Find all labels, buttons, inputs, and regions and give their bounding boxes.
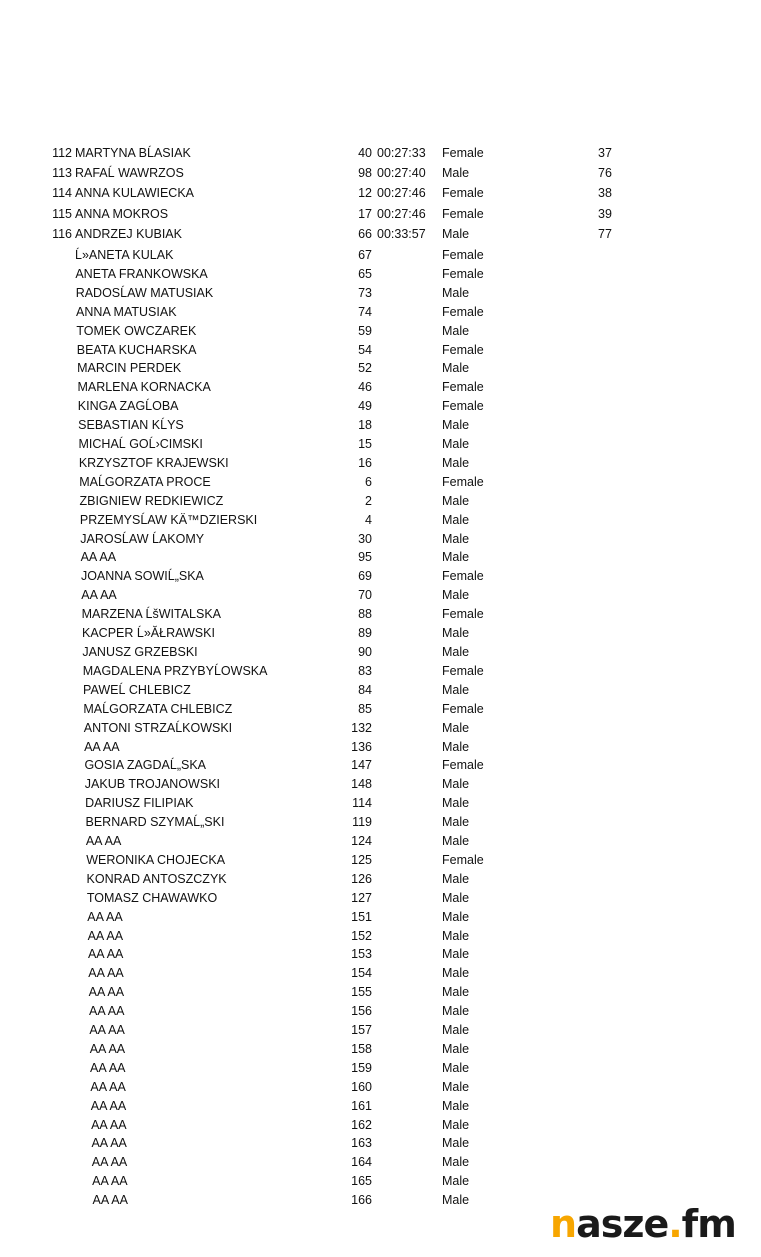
runner-name: AA AA — [90, 1079, 126, 1094]
category-place: 77 — [598, 226, 612, 241]
runner-name: AA AA — [89, 1023, 125, 1037]
finish-time: 00:27:33 — [377, 146, 426, 160]
result-row — [0, 264, 761, 284]
runner-name: AA AA — [87, 909, 123, 924]
runner-name: TOMASZ CHAWAWKO — [86, 890, 218, 905]
runner-name: JAROSĹAW ĹAKOMY — [80, 531, 205, 546]
result-row — [0, 869, 761, 889]
result-row — [0, 982, 761, 1002]
gender: Male — [442, 1117, 470, 1132]
result-row — [0, 547, 761, 567]
bib-number: 114 — [352, 796, 372, 811]
bib-number: 66 — [358, 226, 372, 241]
result-row — [0, 642, 761, 662]
bib-number: 162 — [351, 1117, 372, 1132]
bib-number: 148 — [351, 777, 372, 792]
result-row — [0, 566, 761, 586]
bib-number: 84 — [358, 682, 372, 697]
bib-number: 95 — [358, 550, 372, 565]
gender: Male — [442, 588, 470, 603]
gender: Male — [442, 720, 470, 735]
gender: Male — [442, 777, 470, 792]
bib-number: 30 — [358, 531, 372, 546]
gender: Female — [442, 248, 484, 262]
result-row — [0, 718, 761, 738]
place-number: 113 — [52, 166, 72, 181]
gender: Male — [442, 1023, 470, 1037]
runner-name: MARCIN PERDEK — [77, 361, 182, 376]
bib-number: 59 — [358, 323, 372, 338]
bib-number: 158 — [351, 1041, 372, 1056]
result-row — [0, 1077, 761, 1097]
runner-name: AA AA — [89, 1041, 126, 1056]
bib-number: 83 — [358, 663, 372, 678]
runner-name: AA AA — [90, 1098, 127, 1113]
bib-number: 155 — [351, 985, 372, 1000]
bib-number: 164 — [351, 1155, 372, 1170]
bib-number: 119 — [352, 815, 372, 830]
result-row — [0, 143, 761, 163]
runner-name: AA AA — [92, 1174, 128, 1189]
bib-number: 156 — [351, 1004, 372, 1019]
gender: Male — [442, 1174, 470, 1189]
bib-number: 153 — [351, 947, 372, 962]
result-row — [0, 907, 761, 927]
gender: Male — [442, 418, 470, 433]
bib-number: 147 — [351, 758, 372, 773]
gender: Female — [442, 342, 484, 357]
result-row — [0, 340, 761, 360]
bib-number: 88 — [358, 607, 372, 622]
gender: Male — [442, 947, 470, 962]
bib-number: 12 — [358, 186, 372, 201]
finish-time: 00:27:46 — [377, 186, 426, 201]
logo-word: asze — [576, 1202, 669, 1246]
runner-name: JANUSZ GRZEBSKI — [82, 644, 198, 659]
gender: Male — [442, 166, 470, 181]
gender: Male — [442, 437, 470, 451]
bib-number: 161 — [351, 1098, 372, 1113]
result-row — [0, 926, 761, 946]
runner-name: AA AA — [85, 834, 122, 848]
result-row — [0, 453, 761, 473]
result-row — [0, 963, 761, 983]
gender: Female — [442, 607, 484, 622]
runner-name: ANETA FRANKOWSKA — [75, 266, 208, 281]
bib-number: 89 — [358, 626, 372, 640]
gender: Male — [442, 928, 470, 943]
result-row — [0, 415, 761, 435]
result-row — [0, 774, 761, 794]
runner-name: AA AA — [81, 588, 117, 603]
category-place: 39 — [598, 206, 612, 221]
runner-name: AA AA — [88, 966, 124, 981]
runner-name: JOANNA SOWIĹ„SKA — [80, 569, 204, 584]
place-number: 114 — [52, 186, 72, 201]
bib-number: 15 — [358, 437, 372, 451]
runner-name: JAKUB TROJANOWSKI — [84, 777, 221, 792]
gender: Male — [442, 285, 470, 300]
runner-name: BEATA KUCHARSKA — [76, 342, 197, 357]
bib-number: 165 — [351, 1174, 372, 1189]
gender: Male — [442, 985, 470, 1000]
gender: Male — [442, 644, 470, 659]
result-row — [0, 224, 761, 244]
runner-name: SEBASTIAN KĹYS — [78, 418, 184, 433]
runner-name: TOMEK OWCZAREK — [76, 323, 197, 338]
bib-number: 73 — [358, 285, 372, 300]
bib-number: 136 — [351, 739, 372, 754]
gender: Female — [442, 186, 484, 201]
logo-dot: . — [668, 1202, 682, 1246]
bib-number: 4 — [365, 512, 372, 527]
gender: Male — [442, 1136, 470, 1151]
result-row — [0, 358, 761, 378]
result-row — [0, 1001, 761, 1021]
runner-name: ANNA MOKROS — [75, 206, 169, 221]
result-row — [0, 680, 761, 700]
result-row — [0, 1115, 761, 1135]
result-row — [0, 163, 761, 183]
result-row — [0, 1096, 761, 1116]
result-row — [0, 510, 761, 530]
result-row — [0, 183, 761, 203]
result-row — [0, 737, 761, 757]
runner-name: KACPER Ĺ»ĂŁRAWSKI — [82, 626, 215, 640]
result-row — [0, 699, 761, 719]
result-row — [0, 529, 761, 549]
result-row — [0, 850, 761, 870]
runner-name: MICHAĹ GOĹ›CIMSKI — [78, 437, 203, 451]
bib-number: 65 — [358, 266, 372, 281]
runner-name: ZBIGNIEW REDKIEWICZ — [79, 493, 224, 508]
result-row — [0, 302, 761, 322]
runner-name: ANDRZEJ KUBIAK — [75, 226, 182, 241]
runner-name: AA AA — [87, 928, 124, 943]
gender: Female — [442, 266, 484, 281]
bib-number: 151 — [351, 909, 372, 924]
gender: Male — [442, 1193, 470, 1208]
bib-number: 49 — [358, 399, 372, 414]
logo-suffix: fm — [681, 1202, 736, 1246]
gender: Female — [442, 206, 484, 221]
result-row — [0, 434, 761, 454]
result-row — [0, 204, 761, 224]
gender: Female — [442, 852, 484, 867]
runner-name: AA AA — [89, 1004, 125, 1019]
runner-name: MAĹGORZATA PROCE — [79, 474, 211, 489]
result-row — [0, 944, 761, 964]
gender: Male — [442, 550, 470, 565]
bib-number: 157 — [351, 1023, 372, 1037]
finish-time: 00:27:40 — [377, 166, 426, 181]
gender: Female — [442, 701, 484, 716]
result-row — [0, 661, 761, 681]
bib-number: 125 — [351, 852, 372, 867]
result-row — [0, 1020, 761, 1040]
bib-number: 166 — [351, 1193, 372, 1208]
bib-number: 6 — [365, 474, 372, 489]
gender: Female — [442, 474, 484, 489]
result-row — [0, 321, 761, 341]
runner-name: ANNA MATUSIAK — [76, 304, 177, 319]
runner-name: WERONIKA CHOJECKA — [86, 852, 226, 867]
bib-number: 163 — [351, 1136, 372, 1151]
gender: Male — [442, 493, 470, 508]
bib-number: 124 — [351, 834, 372, 848]
result-row — [0, 755, 761, 775]
gender: Female — [442, 569, 484, 584]
category-place: 37 — [598, 146, 612, 160]
bib-number: 154 — [351, 966, 372, 981]
runner-name: MAGDALENA PRZYBYĹOWSKA — [82, 663, 268, 678]
finish-time: 00:33:57 — [377, 226, 426, 241]
bib-number: 74 — [358, 304, 372, 319]
category-place: 76 — [598, 166, 612, 181]
runner-name: DARIUSZ FILIPIAK — [85, 796, 194, 811]
bib-number: 90 — [358, 644, 372, 659]
gender: Male — [442, 1098, 470, 1113]
runner-name: GOSIA ZAGDAĹ„SKA — [84, 758, 207, 773]
gender: Male — [442, 796, 470, 811]
result-row — [0, 604, 761, 624]
result-row — [0, 283, 761, 303]
result-row — [0, 623, 761, 643]
gender: Female — [442, 663, 484, 678]
gender: Male — [442, 682, 470, 697]
result-row — [0, 585, 761, 605]
result-row — [0, 491, 761, 511]
bib-number: 98 — [358, 166, 372, 181]
runner-name: AA AA — [90, 1060, 126, 1075]
logo-letter: n — [550, 1202, 577, 1246]
bib-number: 54 — [358, 342, 372, 357]
gender: Female — [442, 399, 484, 414]
runner-name: ANNA KULAWIECKA — [75, 186, 195, 201]
result-row — [0, 472, 761, 492]
bib-number: 85 — [358, 701, 372, 716]
runner-name: PAWEĹ CHLEBICZ — [83, 682, 191, 697]
gender: Male — [442, 226, 470, 241]
runner-name: AA AA — [88, 985, 125, 1000]
gender: Male — [442, 834, 470, 848]
result-row — [0, 1152, 761, 1172]
place-number: 116 — [52, 226, 72, 241]
bib-number: 152 — [351, 928, 372, 943]
gender: Male — [442, 626, 470, 640]
runner-name: AA AA — [91, 1155, 128, 1170]
bib-number: 159 — [351, 1060, 372, 1075]
bib-number: 16 — [358, 455, 372, 470]
runner-name: AA AA — [87, 947, 124, 962]
place-number: 115 — [52, 206, 72, 221]
bib-number: 160 — [351, 1079, 372, 1094]
runner-name: AA AA — [92, 1193, 128, 1208]
bib-number: 17 — [358, 206, 372, 221]
gender: Male — [442, 1079, 470, 1094]
finish-time: 00:27:46 — [377, 206, 426, 221]
runner-name: MAĹGORZATA CHLEBICZ — [83, 701, 233, 716]
bib-number: 132 — [351, 720, 372, 735]
runner-name: KRZYSZTOF KRAJEWSKI — [78, 455, 229, 470]
result-row — [0, 1133, 761, 1153]
gender: Female — [442, 304, 484, 319]
gender: Male — [442, 890, 470, 905]
bib-number: 46 — [358, 380, 372, 395]
nasze-fm-logo — [550, 1202, 736, 1246]
bib-number: 126 — [351, 871, 372, 886]
runner-name: ANTONI STRZAĹKOWSKI — [83, 720, 233, 735]
bib-number: 69 — [358, 569, 372, 584]
runner-name: MARLENA KORNACKA — [77, 380, 211, 395]
result-row — [0, 812, 761, 832]
result-row — [0, 793, 761, 813]
result-row — [0, 1058, 761, 1078]
bib-number: 67 — [358, 248, 372, 262]
gender: Male — [442, 1060, 470, 1075]
gender: Female — [442, 380, 484, 395]
runner-name: Ĺ»ANETA KULAK — [75, 248, 174, 262]
result-row — [0, 245, 761, 265]
runner-name: AA AA — [80, 550, 117, 565]
runner-name: KINGA ZAGĹOBA — [77, 399, 179, 414]
place-number: 112 — [52, 146, 72, 160]
runner-name: BERNARD SZYMAĹ„SKI — [85, 815, 225, 830]
gender: Male — [442, 966, 470, 981]
gender: Male — [442, 739, 470, 754]
runner-name: RAFAĹ WAWRZOS — [75, 166, 184, 181]
result-row — [0, 377, 761, 397]
runner-name: KONRAD ANTOSZCZYK — [86, 871, 227, 886]
gender: Male — [442, 909, 470, 924]
runner-name: PRZEMYSĹAW KÄ™DZIERSKI — [79, 512, 258, 527]
gender: Male — [442, 512, 470, 527]
gender: Male — [442, 455, 470, 470]
gender: Male — [442, 1004, 470, 1019]
gender: Male — [442, 1155, 470, 1170]
category-place: 38 — [598, 186, 612, 201]
runner-name: MARZENA ĹšWITALSKA — [81, 607, 222, 622]
gender: Male — [442, 323, 470, 338]
gender: Male — [442, 1041, 470, 1056]
runner-name: MARTYNA BĹASIAK — [75, 146, 191, 160]
result-row — [0, 888, 761, 908]
bib-number: 70 — [358, 588, 372, 603]
gender: Male — [442, 531, 470, 546]
runner-name: AA AA — [91, 1136, 127, 1151]
bib-number: 40 — [358, 146, 372, 160]
result-row — [0, 1039, 761, 1059]
bib-number: 52 — [358, 361, 372, 376]
result-row — [0, 396, 761, 416]
runner-name: RADOSĹAW MATUSIAK — [75, 285, 214, 300]
gender: Female — [442, 146, 484, 160]
runner-name: AA AA — [91, 1117, 127, 1132]
bib-number: 2 — [365, 493, 372, 508]
runner-name: AA AA — [84, 739, 120, 754]
gender: Male — [442, 871, 470, 886]
result-row — [0, 831, 761, 851]
gender: Female — [442, 758, 484, 773]
gender: Male — [442, 361, 470, 376]
bib-number: 18 — [358, 418, 372, 433]
result-row — [0, 1171, 761, 1191]
bib-number: 127 — [351, 890, 372, 905]
gender: Male — [442, 815, 470, 830]
